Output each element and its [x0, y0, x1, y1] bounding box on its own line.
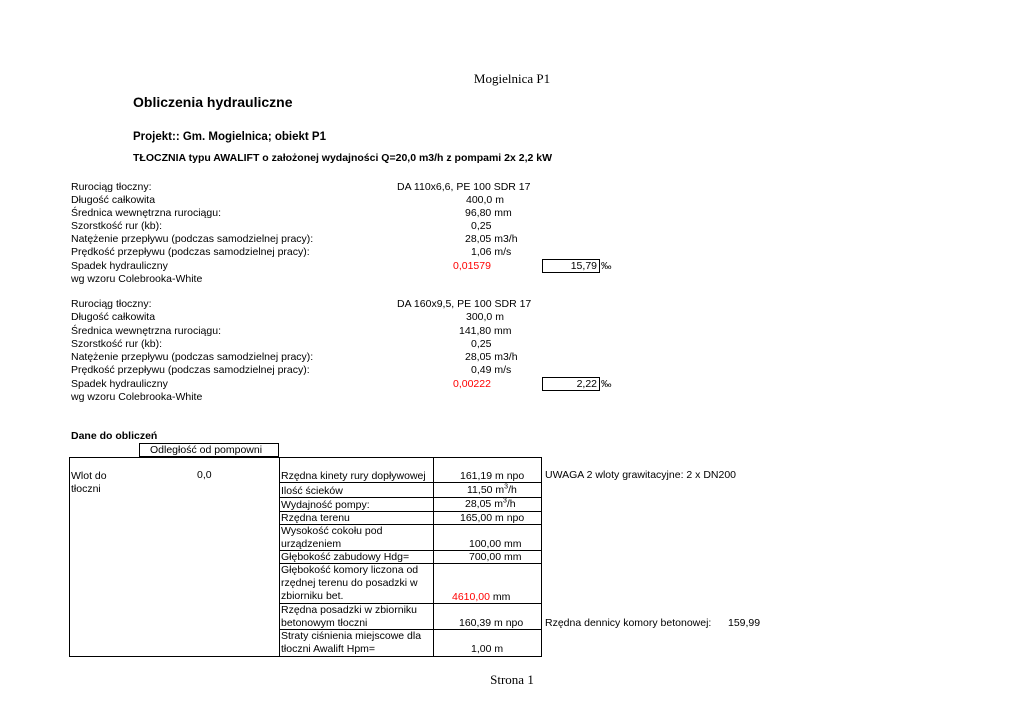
page-header-title: Mogielnica P1 — [473, 71, 551, 86]
pipe1-value-1: 400,0 m — [466, 194, 504, 206]
row-label-3: Rzędna terenu — [281, 512, 350, 524]
document-heading: Obliczenia hydrauliczne — [133, 94, 293, 110]
pipe2-label-4: Natężenie przepływu (podczas samodzielnej pracy): — [71, 351, 314, 363]
pipe2-permille-unit: ‰ — [601, 378, 612, 390]
pipe1-value-4: 28,05 m3/h — [465, 233, 518, 245]
pipe1-value-3: 0,25 — [471, 220, 492, 232]
pipe2-value-3: 0,25 — [471, 338, 492, 350]
pipe1-value-2: 96,80 mm — [465, 207, 512, 219]
row-value-8: 1,00 m — [471, 643, 504, 655]
pipe2-label-3: Szorstkość rur (kb): — [71, 338, 163, 350]
row-label-4: Wysokość cokołu pod urządzeniem — [281, 525, 383, 550]
inlet-note: UWAGA 2 wloty grawitacyjne: 2 x DN200 — [545, 469, 737, 481]
data-section-title: Dane do obliczeń — [71, 430, 158, 442]
divider — [433, 457, 434, 657]
pipe2-label-2: Średnica wewnętrzna rurociągu: — [71, 325, 221, 337]
pipe1-label-0: Rurociąg tłoczny: — [71, 181, 152, 193]
row-value-6: 4610,00 mm — [452, 591, 511, 603]
row-value-1: 11,50 $m^3/h$ — [467, 483, 517, 496]
row-label-5: Głębokość zabudowy Hdg= — [281, 551, 410, 563]
pipe2-permille-value: 2,22 — [576, 378, 597, 390]
distance-header: Odległość od pompowni — [150, 444, 263, 456]
chamber-bottom-label: Rzędna dennicy komory betonowej: — [545, 617, 712, 629]
divider — [279, 457, 280, 657]
row-value-4: 100,00 mm — [469, 538, 522, 550]
pipe1-formula: wg wzoru Colebrooka-White — [71, 273, 203, 285]
pipe1-permille-value: 15,79 — [570, 260, 597, 272]
pipe2-label-1: Długość całkowita — [71, 311, 156, 323]
pipe1-slope-label: Spadek hydrauliczny — [71, 260, 168, 272]
row-value-2: 28,05 $m^3/h$ — [465, 497, 516, 510]
row-value-5: 700,00 mm — [469, 551, 522, 563]
pipe2-value-1: 300,0 m — [466, 311, 504, 323]
row-label-8: Straty ciśnienia miejscowe dla tłoczni Awalift Hpm= — [281, 630, 422, 655]
row-value-0: 161,19 m npo — [460, 470, 525, 482]
pipe2-label-0: Rurociąg tłoczny: — [71, 298, 152, 310]
page-footer: Strona 1 — [490, 672, 534, 687]
pipe1-label-5: Prędkość przepływu (podczas samodzielnej pracy): — [71, 246, 310, 258]
row-label-7: Rzędna posadzki w zbiorniku betonowym tłoczni — [281, 604, 417, 629]
pipe2-formula: wg wzoru Colebrooka-White — [71, 391, 203, 403]
pipe1-label-1: Długość całkowita — [71, 194, 156, 206]
pipe1-slope-value: 0,01579 — [453, 260, 491, 272]
pipe2-label-5: Prędkość przepływu (podczas samodzielnej pracy): — [71, 364, 310, 376]
divider — [139, 443, 140, 457]
project-line: Projekt:: Gm. Mogielnica; obiekt P1 — [133, 131, 326, 143]
pipe1-label-3: Szorstkość rur (kb): — [71, 220, 163, 232]
pipe2-value-2: 141,80 mm — [459, 325, 512, 337]
pipe2-value-5: 0,49 m/s — [471, 364, 512, 376]
pipe2-value-4: 28,05 m3/h — [465, 351, 518, 363]
pipe2-value-0: DA 160x9,5, PE 100 SDR 17 — [397, 298, 532, 310]
divider — [279, 482, 542, 483]
pipe2-slope-value: 0,00222 — [453, 378, 491, 390]
chamber-bottom-value: 159,99 — [728, 617, 761, 629]
row-label-1: Ilość ścieków — [281, 485, 343, 497]
pipe1-permille-unit: ‰ — [601, 260, 612, 272]
pipe2-permille-box — [542, 377, 600, 391]
row-value-7: 160,39 m npo — [459, 617, 524, 629]
pipe1-permille-box — [542, 259, 600, 273]
inlet-distance: 0,0 — [197, 469, 212, 481]
pipe2-slope-label: Spadek hydrauliczny — [71, 378, 168, 390]
row-value-3: 165,00 m npo — [460, 512, 525, 524]
pipe1-value-5: 1,06 m/s — [471, 246, 512, 258]
row-label-0: Rzędna kinety rury dopływowej — [281, 470, 426, 482]
inlet-label: Wlot do tłoczni — [71, 470, 107, 495]
chamber-depth-value: 4610,00 — [452, 591, 490, 603]
pipe1-value-0: DA 110x6,6, PE 100 SDR 17 — [397, 181, 531, 193]
row-label-6: Głębokość komory liczona od rzędnej terenu do posadzki w zbiorniku bet. — [281, 564, 419, 602]
distance-header-cell — [139, 443, 279, 457]
row-label-2: Wydajność pompy: — [281, 499, 370, 511]
station-subtitle: TŁOCZNIA typu AWALIFT o założonej wydajności Q=20,0 m3/h z pompami 2x 2,2 kW — [133, 152, 553, 164]
pipe1-label-4: Natężenie przepływu (podczas samodzielnej pracy): — [71, 233, 314, 245]
pipe1-label-2: Średnica wewnętrzna rurociągu: — [71, 207, 221, 219]
